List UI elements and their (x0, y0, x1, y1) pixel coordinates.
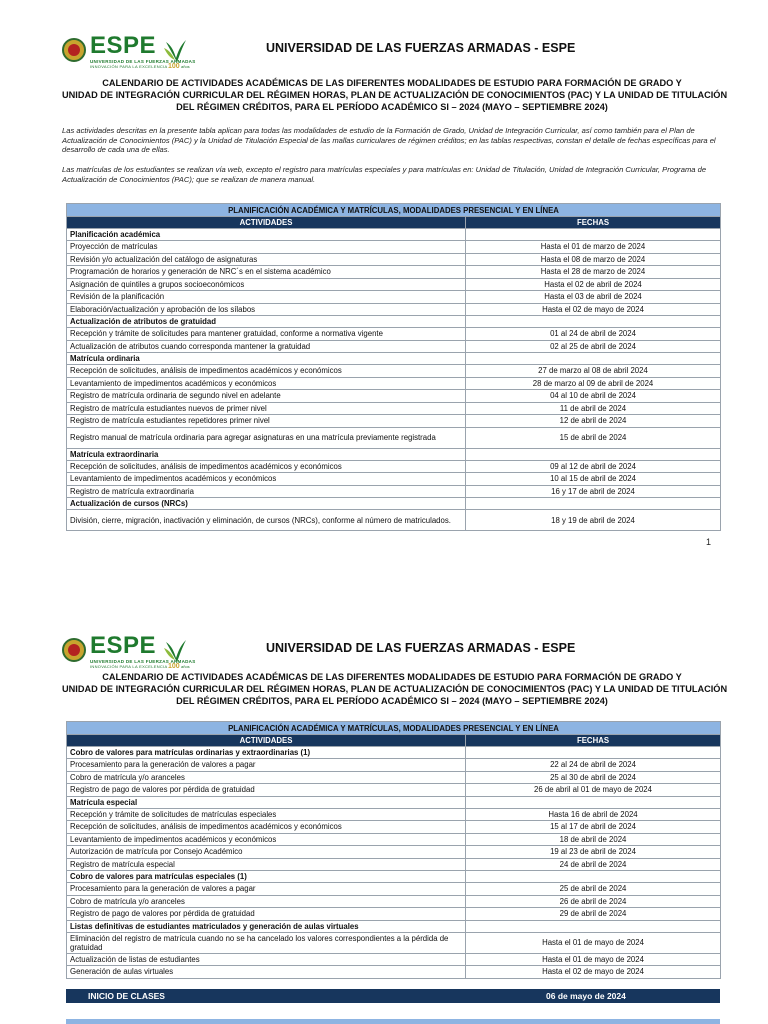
table-row (67, 253, 721, 266)
date-cell: 15 de abril de 2024 (466, 427, 721, 448)
activity-cell: Recepción de solicitudes, análisis de impedimentos académicos y económicos (67, 365, 466, 378)
table-band-title: PLANIFICACIÓN ACADÉMICA Y MATRÍCULAS, MODALIDADES PRESENCIAL Y EN LÍNEA (67, 204, 721, 217)
document-page-2 (0, 600, 768, 1024)
date-cell: Hasta el 02 de mayo de 2024 (466, 303, 721, 316)
table-row (67, 241, 721, 254)
section-title: Actualización de cursos (NRCs) (67, 498, 466, 510)
table-row (67, 510, 721, 531)
section-row (67, 229, 721, 241)
classes-start-label: INICIO DE CLASES (88, 991, 165, 1001)
table-row (67, 427, 721, 448)
date-cell: 28 de marzo al 09 de abril de 2024 (466, 377, 721, 390)
table-row (67, 460, 721, 473)
date-cell: 26 de abril al 01 de mayo de 2024 (466, 784, 721, 797)
date-cell: 22 al 24 de abril de 2024 (466, 759, 721, 772)
section-row (67, 353, 721, 365)
date-cell: Hasta el 28 de marzo de 2024 (466, 266, 721, 279)
table-row (67, 340, 721, 353)
date-cell: 25 de abril de 2024 (466, 883, 721, 896)
university-seal-icon (62, 38, 86, 62)
espe-logo (62, 32, 196, 70)
activity-cell: Elaboración/actualización y aprobación de los sílabos (67, 303, 466, 316)
date-cell: 01 al 24 de abril de 2024 (466, 328, 721, 341)
activity-cell: Recepción de solicitudes, análisis de impedimentos académicos y económicos (67, 460, 466, 473)
date-cell: Hasta el 01 de mayo de 2024 (466, 953, 721, 966)
classes-start-bar (66, 989, 720, 1003)
activity-cell: Revisión de la planificación (67, 291, 466, 304)
table-row (67, 473, 721, 486)
activity-cell: Actualización de atributos cuando corresponda mantener la gratuidad (67, 340, 466, 353)
activity-cell: Registro de matrícula especial (67, 858, 466, 871)
date-cell: 26 de abril de 2024 (466, 895, 721, 908)
table-row (67, 377, 721, 390)
date-cell: Hasta 16 de abril de 2024 (466, 808, 721, 821)
section-row (67, 316, 721, 328)
enrollment-note: Las matrículas de los estudiantes se realizan vía web, excepto el registro para matrículas especiales y para matrículas en: Unidad de Titulación, Unidad de Integración Curricular, Programa de Actualización de Conocimientos (PAC); que se realizan de manera manual. (62, 165, 707, 184)
section-title: Matrícula especial (67, 796, 466, 808)
section-date-cell (466, 229, 721, 241)
table-header-row (67, 217, 721, 229)
date-cell: 24 de abril de 2024 (466, 858, 721, 871)
activity-cell: Actualización de listas de estudiantes (67, 953, 466, 966)
section-title: Cobro de valores para matrículas ordinarias y extraordinarias (1) (67, 747, 466, 759)
table-row (67, 895, 721, 908)
table-row (67, 808, 721, 821)
table-row (67, 759, 721, 772)
svg-text:años: años (181, 64, 190, 69)
activity-cell: Recepción y trámite de solicitudes de matrículas especiales (67, 808, 466, 821)
table-row (67, 415, 721, 428)
university-seal-icon (62, 638, 86, 662)
date-cell: 02 al 25 de abril de 2024 (466, 340, 721, 353)
page-header (62, 634, 722, 670)
activity-cell: Programación de horarios y generación de NRC´s en el sistema académico (67, 266, 466, 279)
activity-cell: Eliminación del registro de matrícula cuando no se ha cancelado los valores correspondientes a la pérdida de gratuidad (67, 932, 466, 953)
table-row (67, 821, 721, 834)
date-cell: 11 de abril de 2024 (466, 402, 721, 415)
table-band-title: PLANIFICACIÓN ACADÉMICA Y MATRÍCULAS, MODALIDADES PRESENCIAL Y EN LÍNEA (67, 722, 721, 735)
table-row (67, 883, 721, 896)
date-cell: Hasta el 02 de mayo de 2024 (466, 966, 721, 979)
activity-cell: Registro de matrícula extraordinaria (67, 485, 466, 498)
logo-tagline: UNIVERSIDAD DE LAS FUERZAS ARMADAS (90, 659, 196, 664)
activity-cell: Registro manual de matrícula ordinaria para agregar asignaturas en una matrícula previamente registrada (67, 427, 466, 448)
section-date-cell (466, 871, 721, 883)
date-cell: Hasta el 01 de marzo de 2024 (466, 241, 721, 254)
anniversary-icon (162, 36, 190, 70)
section-date-cell (466, 796, 721, 808)
date-cell: 27 de marzo al 08 de abril 2024 (466, 365, 721, 378)
section-date-cell (466, 448, 721, 460)
date-cell: 15 al 17 de abril de 2024 (466, 821, 721, 834)
column-header-dates: FECHAS (466, 217, 721, 229)
table-row (67, 966, 721, 979)
table-row (67, 846, 721, 859)
university-name: UNIVERSIDAD DE LAS FUERZAS ARMADAS - ESPE (266, 641, 576, 655)
svg-text:100: 100 (168, 663, 180, 670)
activity-cell: Recepción de solicitudes, análisis de impedimentos académicos y económicos (67, 821, 466, 834)
section-date-cell (466, 498, 721, 510)
activities-table-continued (66, 721, 721, 979)
date-cell: 16 y 17 de abril de 2024 (466, 485, 721, 498)
table-row (67, 266, 721, 279)
next-table-band (66, 1019, 720, 1024)
activity-cell: Procesamiento para la generación de valores a pagar (67, 883, 466, 896)
date-cell: Hasta el 08 de marzo de 2024 (466, 253, 721, 266)
activity-cell: Registro de pago de valores por pérdida de gratuidad (67, 784, 466, 797)
activity-cell: Registro de matrícula estudiantes nuevos de primer nivel (67, 402, 466, 415)
activity-cell: Cobro de matrícula y/o aranceles (67, 771, 466, 784)
activity-cell: Proyección de matrículas (67, 241, 466, 254)
page-separator (0, 560, 768, 600)
date-cell: 10 al 15 de abril de 2024 (466, 473, 721, 486)
table-row (67, 278, 721, 291)
activity-cell: Registro de matrícula ordinaria de segundo nivel en adelante (67, 390, 466, 403)
table-row (67, 390, 721, 403)
date-cell: Hasta el 01 de mayo de 2024 (466, 932, 721, 953)
section-row (67, 498, 721, 510)
section-title: Planificación académica (67, 229, 466, 241)
calendar-title: CALENDARIO DE ACTIVIDADES ACADÉMICAS DE LAS DIFERENTES MODALIDADES DE ESTUDIO PARA FORMACIÓN DE GRADO Y UNIDAD DE INTEGRACIÓN CURRICULAR DEL RÉGIMEN HORAS, PLAN DE ACTUALIZACIÓN DE CONOCIMIENTOS (PAC) Y LA UNIDAD DE TITULACIÓN DEL RÉGIMEN CRÉDITOS, PARA EL PERÍODO ACADÉMICO SI – 2024 (MAYO – SEPTIEMBRE 2024) (62, 78, 728, 112)
table-row (67, 784, 721, 797)
activity-cell: Levantamiento de impedimentos académicos y económicos (67, 473, 466, 486)
section-row (67, 796, 721, 808)
activity-cell: Asignación de quintiles a grupos socioeconómicos (67, 278, 466, 291)
logo-tagline: UNIVERSIDAD DE LAS FUERZAS ARMADAS (90, 59, 196, 64)
activity-cell: División, cierre, migración, inactivación y eliminación, de cursos (NRCs), conforme al número de matriculados. (67, 510, 466, 531)
logo-word: ESPE (90, 632, 157, 659)
date-cell: 09 al 12 de abril de 2024 (466, 460, 721, 473)
anniversary-icon (162, 636, 190, 670)
column-header-activities: ACTIVIDADES (67, 217, 466, 229)
section-date-cell (466, 920, 721, 932)
date-cell: 19 al 23 de abril de 2024 (466, 846, 721, 859)
table-row (67, 908, 721, 921)
section-row (67, 448, 721, 460)
classes-start-date: 06 de mayo de 2024 (546, 991, 626, 1001)
intro-note: Las actividades descritas en la presente tabla aplican para todas las modalidades de estudio de la Formación de Grado, Unidad de Integración Curricular, así como también para el Plan de Actualización de Conocimientos (PAC) y la Unidad de Titulación Especial de las mallas curriculares de régimen créditos; en las tablas respectivas, constan el detalle de fechas específicas para el desarrollo de cada una de ellas. (62, 126, 716, 154)
svg-text:100: 100 (168, 63, 180, 70)
table-header-row (67, 735, 721, 747)
section-date-cell (466, 747, 721, 759)
section-title: Matrícula extraordinaria (67, 448, 466, 460)
table-row (67, 328, 721, 341)
column-header-activities: ACTIVIDADES (67, 735, 466, 747)
section-row (67, 871, 721, 883)
column-header-dates: FECHAS (466, 735, 721, 747)
table-row (67, 771, 721, 784)
activity-cell: Levantamiento de impedimentos académicos y económicos (67, 833, 466, 846)
activity-cell: Registro de pago de valores por pérdida de gratuidad (67, 908, 466, 921)
section-row (67, 920, 721, 932)
logo-tagline-2: INNOVACIÓN PARA LA EXCELENCIA (90, 664, 168, 669)
date-cell: 29 de abril de 2024 (466, 908, 721, 921)
section-title: Cobro de valores para matrículas especiales (1) (67, 871, 466, 883)
section-title: Listas definitivas de estudiantes matriculados y generación de aulas virtuales (67, 920, 466, 932)
activity-cell: Registro de matrícula estudiantes repetidores primer nivel (67, 415, 466, 428)
logo-word: ESPE (90, 32, 157, 59)
date-cell: 18 y 19 de abril de 2024 (466, 510, 721, 531)
svg-text:años: años (181, 664, 190, 669)
page-header (62, 34, 722, 70)
section-date-cell (466, 316, 721, 328)
table-row (67, 953, 721, 966)
espe-logo (62, 632, 196, 670)
date-cell: 12 de abril de 2024 (466, 415, 721, 428)
activity-cell: Procesamiento para la generación de valores a pagar (67, 759, 466, 772)
calendar-title: CALENDARIO DE ACTIVIDADES ACADÉMICAS DE LAS DIFERENTES MODALIDADES DE ESTUDIO PARA FORMACIÓN DE GRADO Y UNIDAD DE INTEGRACIÓN CURRICULAR DEL RÉGIMEN HORAS, PLAN DE ACTUALIZACIÓN DE CONOCIMIENTOS (PAC) Y LA UNIDAD DE TITULACIÓN DEL RÉGIMEN CRÉDITOS, PARA EL PERÍODO ACADÉMICO SI – 2024 (MAYO – SEPTIEMBRE 2024) (62, 672, 728, 706)
table-band-row (67, 722, 721, 735)
table-row (67, 858, 721, 871)
section-date-cell (466, 353, 721, 365)
date-cell: Hasta el 02 de abril de 2024 (466, 278, 721, 291)
date-cell: 18 de abril de 2024 (466, 833, 721, 846)
section-row (67, 747, 721, 759)
section-title: Matrícula ordinaria (67, 353, 466, 365)
page-number: 1 (706, 537, 712, 547)
table-band-row (67, 204, 721, 217)
table-row (67, 833, 721, 846)
university-name: UNIVERSIDAD DE LAS FUERZAS ARMADAS - ESPE (266, 41, 576, 55)
activities-table (66, 203, 721, 531)
table-row (67, 932, 721, 953)
date-cell: 04 al 10 de abril de 2024 (466, 390, 721, 403)
date-cell: 25 al 30 de abril de 2024 (466, 771, 721, 784)
activity-cell: Cobro de matrícula y/o aranceles (67, 895, 466, 908)
table-row (67, 291, 721, 304)
activity-cell: Revisión y/o actualización del catálogo de asignaturas (67, 253, 466, 266)
activity-cell: Autorización de matrícula por Consejo Académico (67, 846, 466, 859)
section-title: Actualización de atributos de gratuidad (67, 316, 466, 328)
date-cell: Hasta el 03 de abril de 2024 (466, 291, 721, 304)
table-row (67, 303, 721, 316)
table-row (67, 402, 721, 415)
activity-cell: Generación de aulas virtuales (67, 966, 466, 979)
table-row (67, 365, 721, 378)
activity-cell: Levantamiento de impedimentos académicos y económicos (67, 377, 466, 390)
activity-cell: Recepción y trámite de solicitudes para mantener gratuidad, conforme a normativa vigente (67, 328, 466, 341)
table-row (67, 485, 721, 498)
logo-tagline-2: INNOVACIÓN PARA LA EXCELENCIA (90, 64, 168, 69)
